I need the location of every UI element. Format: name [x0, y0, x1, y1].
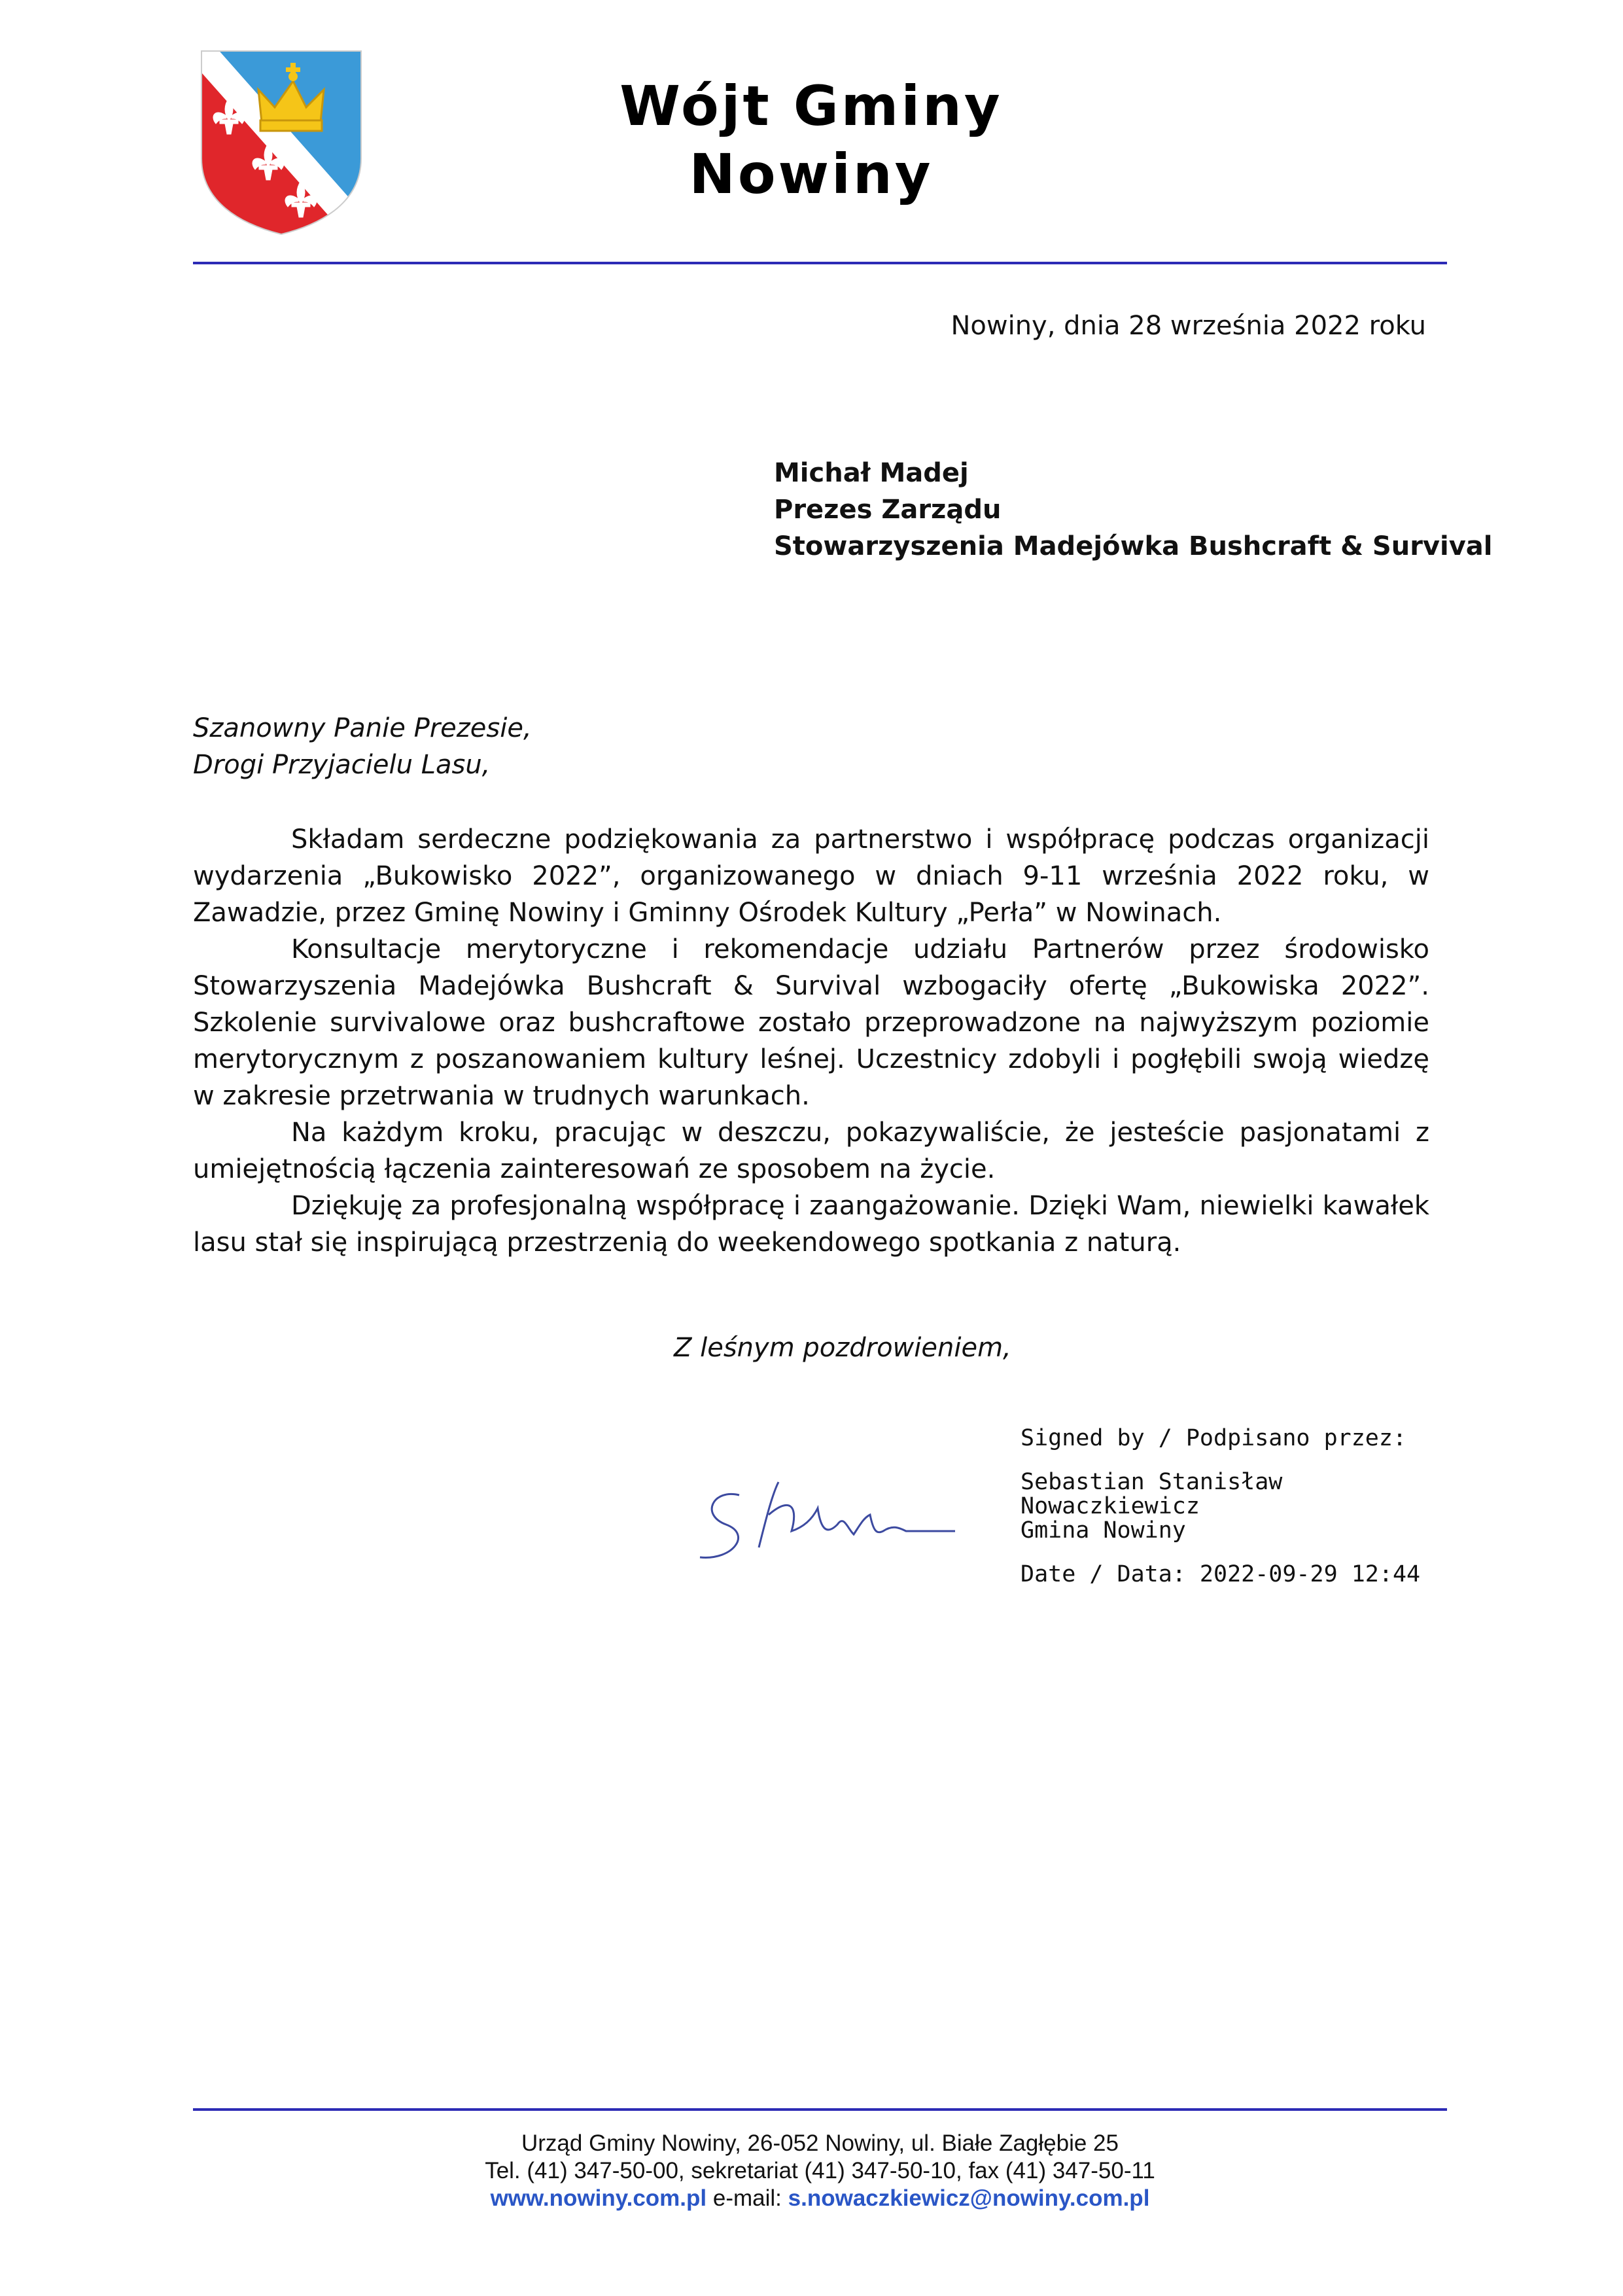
greeting	[193, 710, 847, 783]
signer-name-line-2: Nowaczkiewicz	[1021, 1493, 1200, 1519]
closing-salutation: Z leśnym pozdrowieniem,	[674, 1333, 1011, 1363]
greeting-line-1: Szanowny Panie Prezesie,	[193, 713, 532, 743]
title-line-2: Nowiny	[689, 142, 934, 206]
title-line-1: Wójt Gminy	[620, 74, 1003, 138]
footer-contact	[193, 2185, 1447, 2212]
signed-by-label: Signed by / Podpisano przez:	[1021, 1425, 1407, 1451]
email-label: e-mail:	[712, 2185, 782, 2211]
website-link[interactable]: www.nowiny.com.pl	[490, 2185, 707, 2211]
handwritten-signature	[687, 1469, 968, 1580]
coat-of-arms-logo	[196, 47, 366, 237]
footer-phones: Tel. (41) 347-50-00, sekretariat (41) 347-50-10, fax (41) 347-50-11	[485, 2158, 1155, 2183]
signer-institution: Gmina Nowiny	[1021, 1517, 1186, 1544]
footer-address: Urząd Gminy Nowiny, 26-052 Nowiny, ul. Białe Zagłębie 25	[521, 2130, 1119, 2156]
header-divider	[193, 262, 1447, 264]
footer	[193, 2130, 1447, 2212]
greeting-line-2: Drogi Przyjacielu Lasu,	[193, 750, 491, 780]
signer-name-line-1: Sebastian Stanisław	[1021, 1469, 1283, 1495]
body-paragraph: Dziękuję za profesjonalną współpracę i zaangażowanie. Dzięki Wam, niewielki kawałek lasu stał się inspirującą przestrzenią do weekendowego spotkania z naturą.	[193, 1191, 1429, 1258]
letter-date: Nowiny, dnia 28 września 2022 roku	[951, 311, 1426, 341]
body-paragraph: Konsultacje merytoryczne i rekomendacje udziału Partnerów przez środowisko Stowarzyszenia Madejówka Bushcraft & Survival wzbogaciły ofertę „Bukowiska 2022”. Szkolenie survivalowe oraz bushcraftowe zostało przeprowadzone na najwyższym poziomie merytorycznym z poszanowaniem kultury leśnej. Uczestnicy zdobyli i pogłębili swoją wiedzę w zakresie przetrwania w trudnych warunkach.	[193, 934, 1429, 1111]
digital-signature-block	[1021, 1426, 1439, 1587]
recipient-block	[774, 455, 1493, 565]
body-paragraph: Składam serdeczne podziękowania za partnerstwo i współpracę podczas organizacji wydarzenia „Bukowisko 2022”, organizowanego w dniach 9-11 września 2022 roku, w Zawadzie, przez Gminę Nowiny i Gminny Ośrodek Kultury „Perła” w Nowinach.	[193, 824, 1429, 928]
email-link[interactable]: s.nowaczkiewicz@nowiny.com.pl	[788, 2185, 1150, 2211]
recipient-role: Prezes Zarządu	[774, 495, 1002, 525]
recipient-name: Michał Madej	[774, 458, 969, 488]
recipient-organization: Stowarzyszenia Madejówka Bushcraft & Survival	[774, 531, 1493, 561]
body-paragraph: Na każdym kroku, pracując w deszczu, pokazywaliście, że jesteście pasjonatami z umiejętnością łączenia zainteresowań ze sposobem na życie.	[193, 1118, 1429, 1184]
page-title	[510, 72, 1112, 208]
footer-divider	[193, 2108, 1447, 2111]
signature-date: Date / Data: 2022-09-29 12:44	[1021, 1561, 1421, 1587]
letter-body	[193, 821, 1429, 1261]
